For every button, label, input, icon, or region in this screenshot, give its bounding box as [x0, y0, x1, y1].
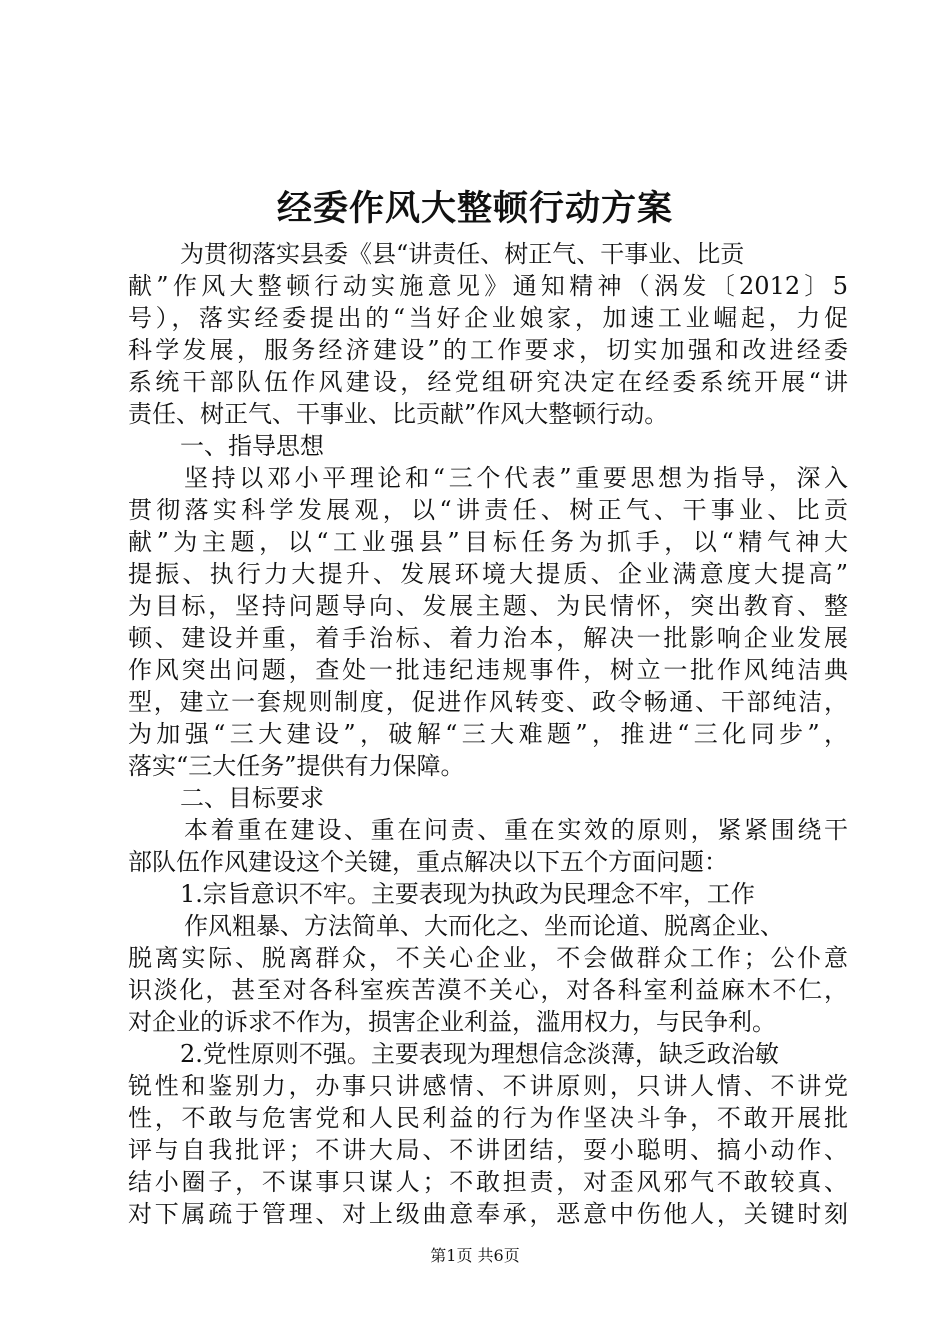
page-footer — [0, 1244, 950, 1268]
text-line: 部队伍作风建设这个关键，重点解决以下五个方面问题： — [128, 848, 728, 876]
text-line: 为加强“三大建设”，破解“三大难题”，推进“三化同步”， — [128, 720, 848, 748]
text-line: 坚持以邓小平理论和“三个代表”重要思想为指导，深入 — [184, 464, 848, 492]
text-line: 提振、执行力大提升、发展环境大提质、企业满意度大提高” — [128, 560, 848, 588]
text-line: 为目标，坚持问题导向、发展主题、为民情怀，突出教育、整 — [128, 592, 848, 620]
text-line: 系统干部队伍作风建设，经党组研究决定在经委系统开展“讲 — [128, 368, 848, 396]
text-line: 脱离实际、脱离群众，不关心企业，不会做群众工作；公仆意 — [128, 944, 848, 972]
text-line: 责任、树正气、干事业、比贡献”作风大整顿行动。 — [128, 400, 669, 428]
text-line: 识淡化，甚至对各科室疾苦漠不关心，对各科室利益麻木不仁， — [128, 976, 848, 1004]
text-line: 评与自我批评；不讲大局、不讲团结，耍小聪明、搞小动作、 — [128, 1136, 848, 1164]
text-line: 献”为主题，以“工业强县”目标任务为抓手，以“精气神大 — [128, 528, 848, 556]
text-line: 落实“三大任务”提供有力保障。 — [128, 752, 465, 780]
text-line: 号），落实经委提出的“当好企业娘家，加速工业崛起，力促 — [128, 304, 848, 332]
page-number: 第1页 共6页 — [430, 1246, 520, 1265]
text-line: 献”作风大整顿行动实施意见》通知精神（涡发〔2012〕5 — [128, 272, 848, 300]
text-line: 型，建立一套规则制度，促进作风转变、政令畅通、干部纯洁， — [128, 688, 848, 716]
text-line: 顿、建设并重，着手治标、着力治本，解决一批影响企业发展 — [128, 624, 848, 652]
document-body — [128, 238, 848, 1230]
text-line: 作风粗暴、方法简单、大而化之、坐而论道、脱离企业、 — [184, 912, 784, 940]
text-line: 为贯彻落实县委《县“讲责任、树正气、干事业、比贡 — [180, 240, 745, 268]
section-heading: 一、指导思想 — [180, 432, 324, 460]
text-line: 结小圈子，不谋事只谋人；不敢担责，对歪风邪气不敢较真、 — [128, 1168, 848, 1196]
text-line: 本着重在建设、重在问责、重在实效的原则，紧紧围绕干 — [184, 816, 848, 844]
text-line: 对下属疏于管理、对上级曲意奉承，恶意中伤他人，关键时刻 — [128, 1200, 848, 1228]
text-line: 作风突出问题，查处一批违纪违规事件，树立一批作风纯洁典 — [128, 656, 848, 684]
list-item-heading: 2.党性原则不强。主要表现为理想信念淡薄，缺乏政治敏 — [180, 1040, 779, 1068]
list-item-heading: 1.宗旨意识不牢。主要表现为执政为民理念不牢，工作 — [180, 880, 755, 908]
text-line: 对企业的诉求不作为，损害企业利益，滥用权力，与民争利。 — [128, 1008, 776, 1036]
document-title: 经委作风大整顿行动方案 — [276, 188, 673, 229]
text-line: 科学发展，服务经济建设”的工作要求，切实加强和改进经委 — [128, 336, 848, 364]
text-line: 性，不敢与危害党和人民利益的行为作坚决斗争，不敢开展批 — [128, 1104, 848, 1132]
section-heading: 二、目标要求 — [180, 784, 324, 812]
text-line: 贯彻落实科学发展观，以“讲责任、树正气、干事业、比贡 — [128, 496, 848, 524]
text-line: 锐性和鉴别力，办事只讲感情、不讲原则，只讲人情、不讲党 — [128, 1072, 848, 1100]
